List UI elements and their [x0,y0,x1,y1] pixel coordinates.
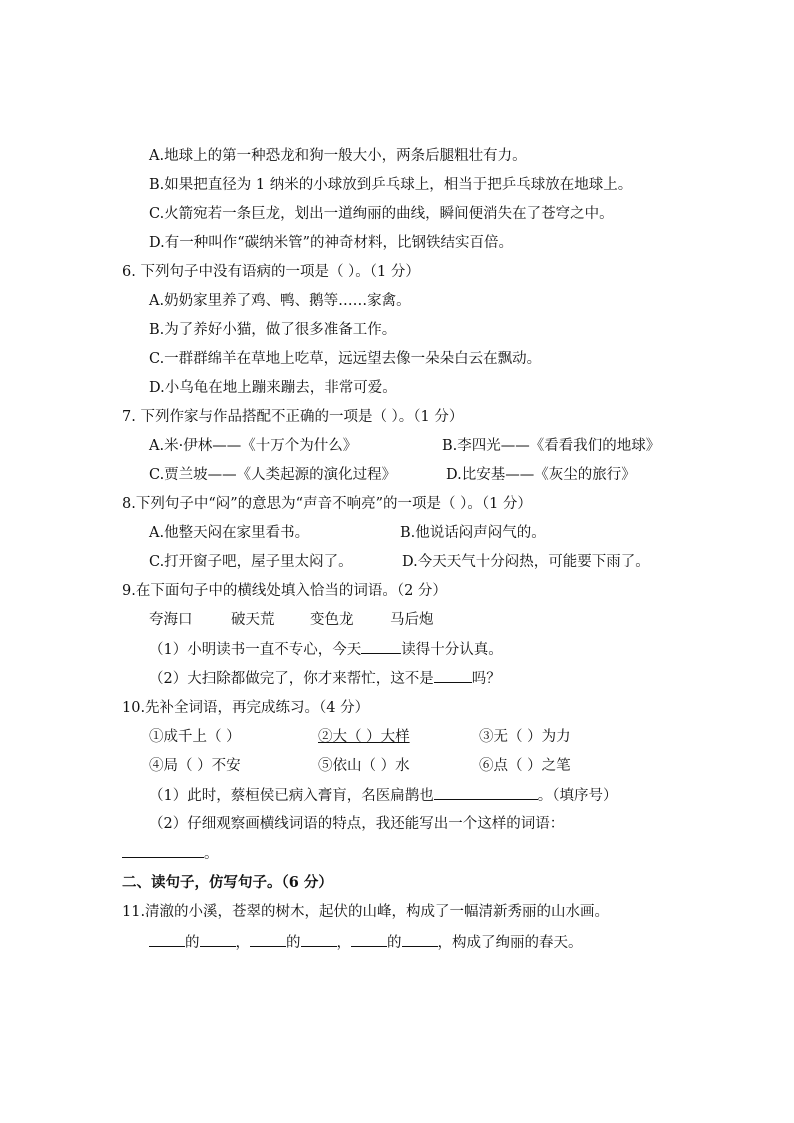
q10-s2-end: 。 [204,846,219,862]
q9-word-2: 破天荒 [231,612,275,628]
q10-item-6: ⑥点（ ）之笔 [479,758,571,774]
q6-option-b: B.为了养好小猫，做了很多准备工作。 [149,322,397,338]
q10-s1-blank[interactable] [434,785,538,800]
q9-stem: 9.在下面句子中的横线处填入恰当的词语。（2 分） [122,583,447,599]
q7-option-a: A.米·伊林——《十万个为什么》 [149,438,358,454]
q11-comma-2: ， [336,935,351,951]
q9-s1-text: （1）小明读书一直不专心，今天 [149,642,362,658]
q11-blank-1[interactable] [149,932,185,947]
q10-stem: 10.先补全词语，再完成练习。（4 分） [122,700,370,716]
q10-item-5: ⑤依山（ ）水 [318,758,410,774]
q5-option-a: A.地球上的第一种恐龙和狗一般大小，两条后腿粗壮有力。 [149,148,527,164]
q11-blank-6[interactable] [402,932,438,947]
q9-word-3: 变色龙 [310,612,354,628]
q8-option-d: D.今天天气十分闷热，可能要下雨了。 [402,554,650,570]
q8-option-c: C.打开窗子吧，屋子里太闷了。 [149,554,353,570]
q10-item-4: ④局（ ）不安 [149,758,241,774]
q6-option-d: D.小乌龟在地上蹦来蹦去，非常可爱。 [149,380,397,396]
q10-s2-blank[interactable] [122,843,204,858]
q10-s2-answer-line [122,843,219,864]
q9-s1-blank[interactable] [361,639,401,654]
q9-sentence-2 [149,668,501,689]
q10-item-3: ③无（ ）为力 [479,729,571,745]
q9-word-1: 夸海口 [149,612,193,628]
q11-comma-1: ， [235,935,250,951]
q9-s2-end: 吗？ [471,671,501,687]
q10-item-2: ②大（ ）大样 [318,729,410,745]
q6-stem: 6. 下列句子中没有语病的一项是（ ）。（1 分） [122,264,420,280]
q9-s1-end: 读得十分认真。 [401,642,503,658]
q5-option-d: D.有一种叫作“碳纳米管”的神奇材料，比钢铁结实百倍。 [149,235,514,251]
q8-stem: 8.下列句子中“闷”的意思为“声音不响亮”的一项是（ ）。（1 分） [122,496,532,512]
q11-end: ，构成了绚丽的春天。 [437,935,583,951]
q7-option-c: C.贾兰坡——《人类起源的演化过程》 [149,467,397,483]
q10-sentence-2: （2）仔细观察画横线词语的特点，我还能写出一个这样的词语： [149,816,565,832]
q9-word-4: 马后炮 [390,612,434,628]
q11-de-3: 的 [387,935,402,951]
q7-option-b: B.李四光——《看看我们的地球》 [442,438,661,454]
q11-blank-4[interactable] [301,932,337,947]
q6-option-a: A.奶奶家里养了鸡、鸭、鹅等……家禽。 [149,293,411,309]
q11-blank-3[interactable] [250,932,286,947]
q10-s1-text: （1）此时，蔡桓侯已病入膏肓，名医扁鹊也 [149,788,434,804]
q6-option-c: C.一群群绵羊在草地上吃草，远远望去像一朵朵白云在飘动。 [149,351,542,367]
q9-s2-text: （2）大扫除都做完了，你才来帮忙，这不是 [149,671,434,687]
q11-de-2: 的 [286,935,301,951]
q11-blank-5[interactable] [351,932,387,947]
q8-option-b: B.他说话闷声闷气的。 [400,525,546,541]
q10-sentence-1 [149,785,617,806]
q11-stem: 11.清澈的小溪，苍翠的树木，起伏的山峰，构成了一幅清新秀丽的山水画。 [122,904,610,920]
q11-blank-2[interactable] [200,932,236,947]
q7-option-d: D.比安基——《灰尘的旅行》 [446,467,636,483]
q10-s1-end: 。（填序号） [537,788,618,804]
q9-s2-blank[interactable] [434,668,472,683]
q5-option-b: B.如果把直径为 1 纳米的小球放到乒乓球上，相当于把乒乓球放在地球上。 [149,177,633,193]
q9-sentence-1 [149,639,503,660]
q7-stem: 7. 下列作家与作品搭配不正确的一项是（ ）。（1 分） [122,409,464,425]
q8-option-a: A.他整天闷在家里看书。 [149,525,310,541]
q5-option-c: C.火箭宛若一条巨龙，划出一道绚丽的曲线，瞬间便消失在了苍穹之中。 [149,206,614,222]
q11-imitation-line [149,932,583,953]
q11-de-1: 的 [185,935,200,951]
section-2-title: 二、读句子，仿写句子。（6 分） [122,874,333,891]
q10-item-1: ①成千上（ ） [149,729,241,745]
